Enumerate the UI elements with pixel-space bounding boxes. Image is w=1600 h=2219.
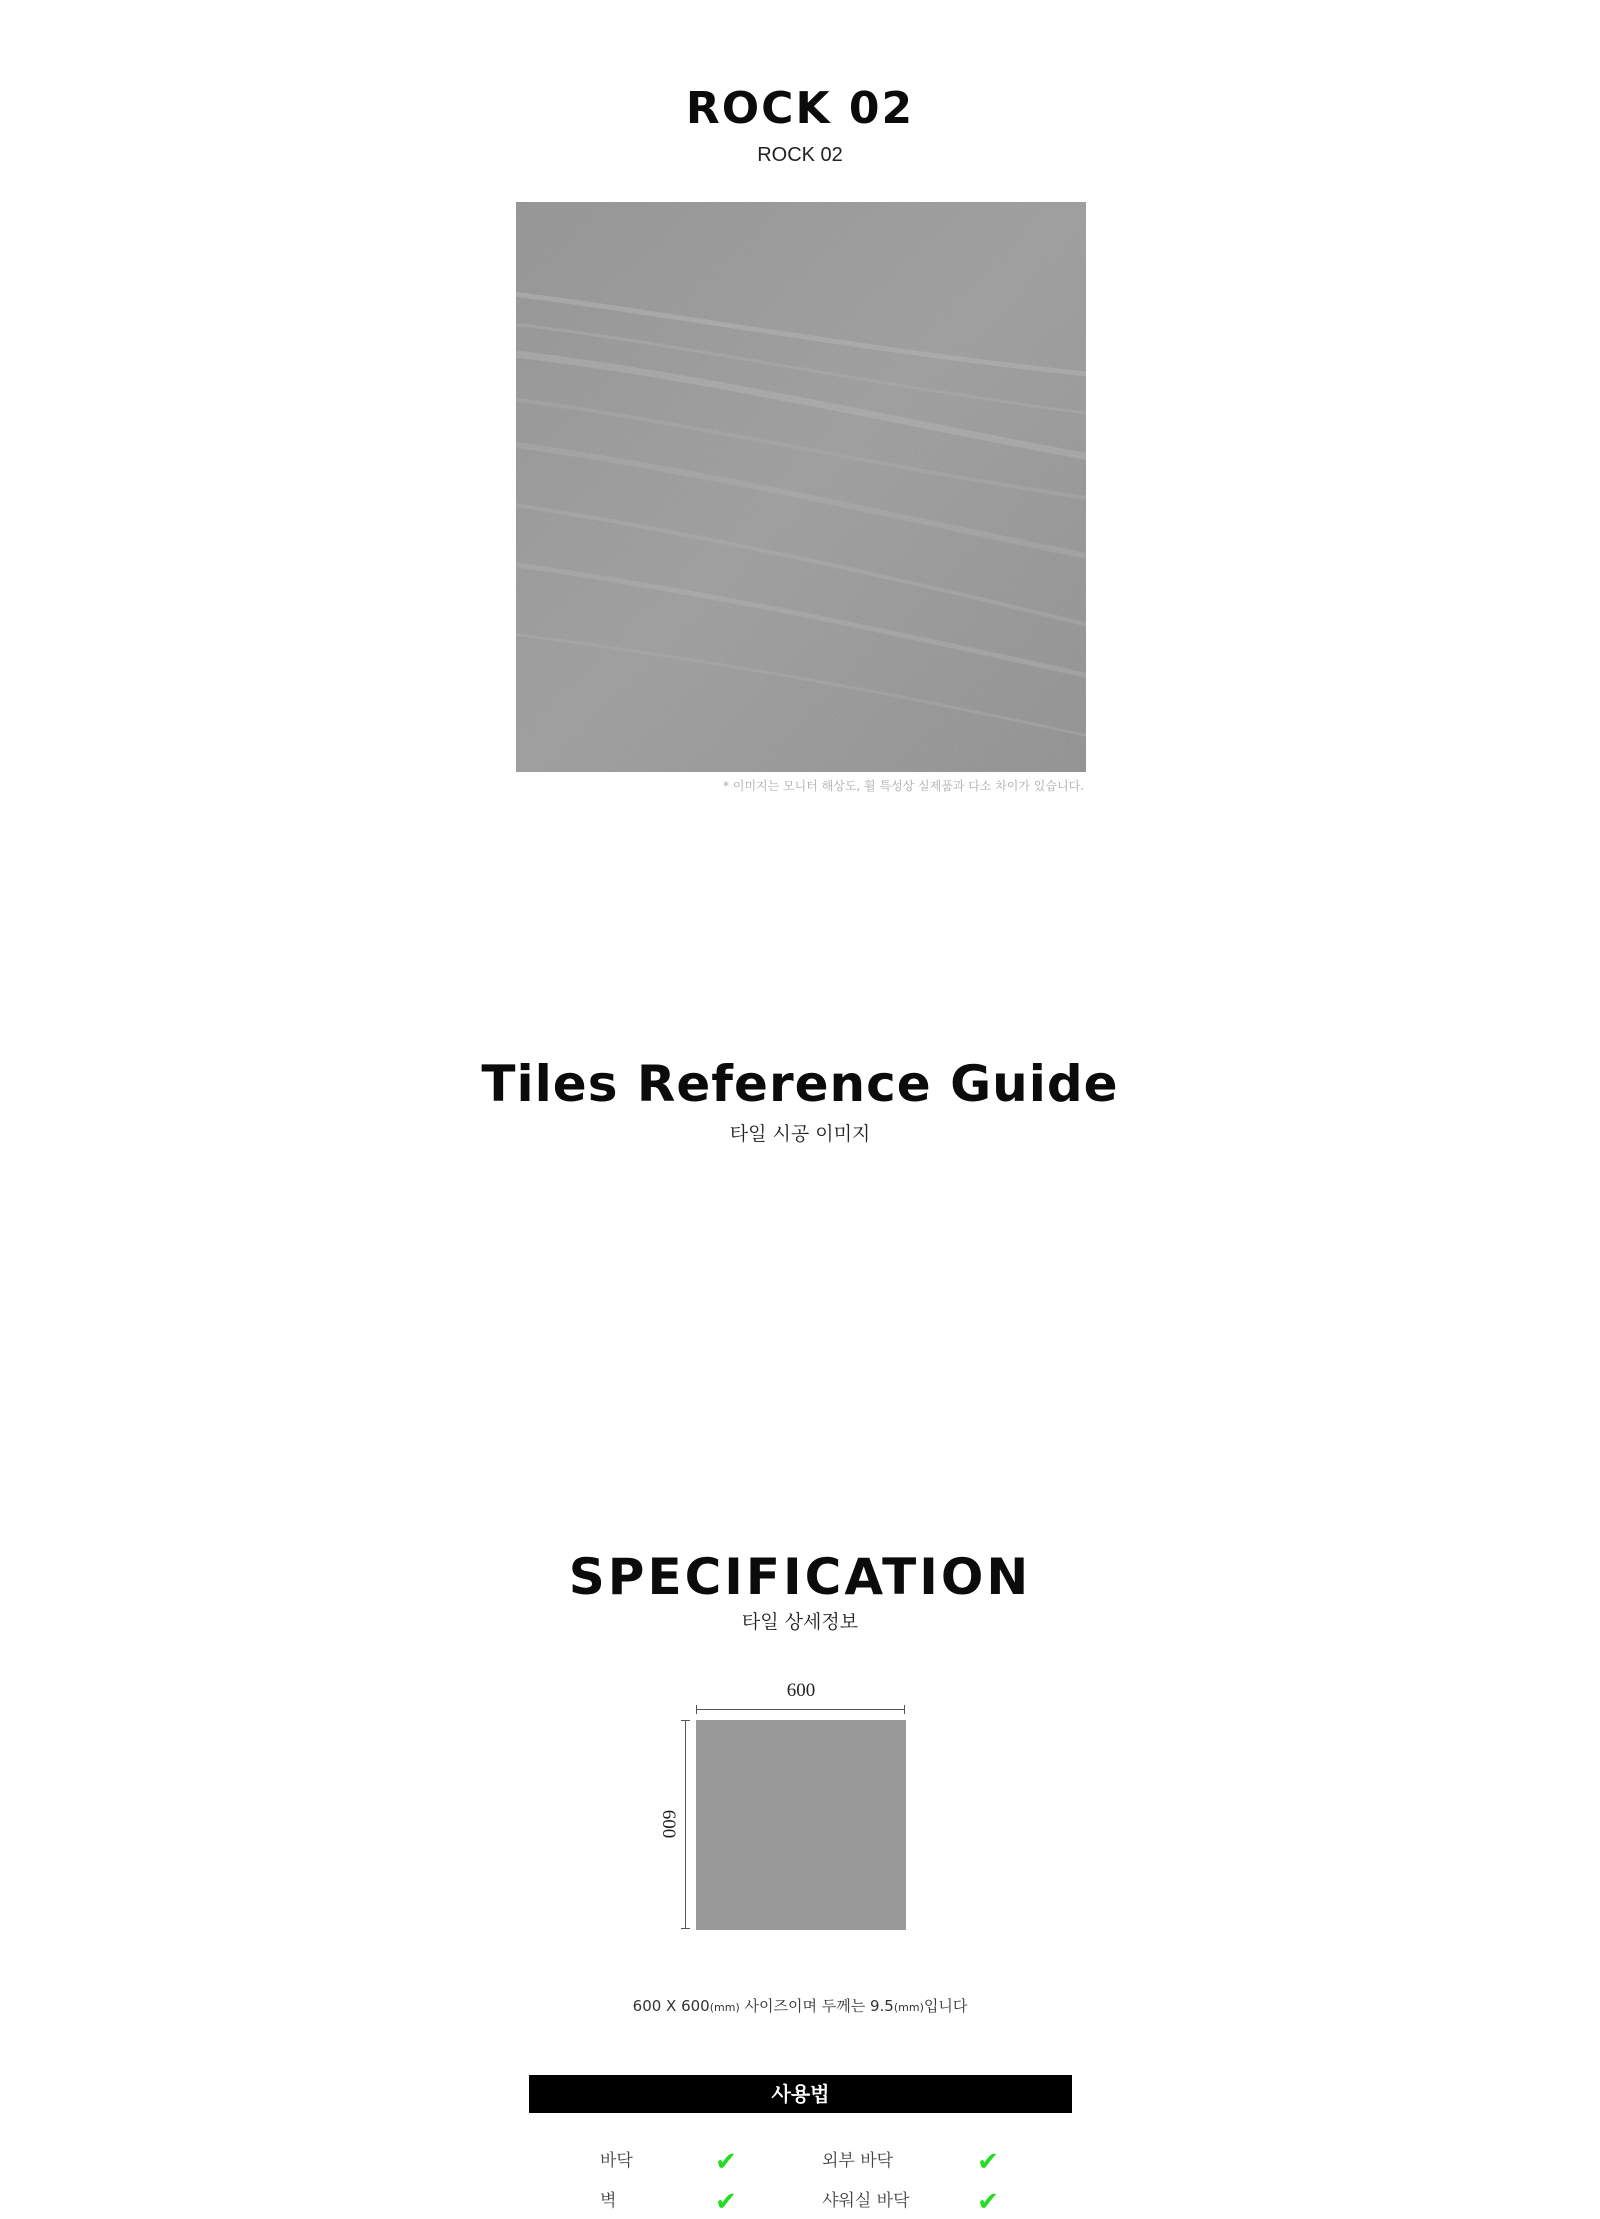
height-dimension-line (685, 1720, 686, 1929)
tile-size-swatch (696, 1720, 906, 1930)
image-disclaimer: * 이미지는 모니터 해상도, 휠 특성상 실제품과 다소 차이가 있습니다. (723, 779, 1084, 793)
usage-label-shower-floor: 샤워실 바닥 (822, 2191, 910, 2211)
width-dimension-line (696, 1709, 905, 1710)
check-icon: ✔ (715, 2147, 737, 2177)
size-unit: (mm) (709, 2001, 740, 2014)
check-icon: ✔ (977, 2147, 999, 2177)
size-value: 600 X 600 (632, 1997, 710, 2015)
thickness-unit: (mm) (893, 2001, 924, 2014)
specification-subtitle: 타일 상세정보 (741, 1611, 859, 1633)
size-note-end: 입니다 (923, 1997, 968, 2015)
size-note-middle: 사이즈이며 두께는 (739, 1997, 870, 2015)
check-icon: ✔ (977, 2187, 999, 2217)
check-icon: ✔ (715, 2187, 737, 2217)
specification-title: SPECIFICATION (568, 1548, 1032, 1606)
reference-guide-subtitle: 타일 시공 이미지 (729, 1123, 871, 1145)
usage-label-outdoor-floor: 외부 바닥 (822, 2151, 894, 2171)
usage-header-bar: 사용법 (529, 2075, 1072, 2113)
usage-label-wall: 벽 (600, 2191, 617, 2211)
product-title: ROCK 02 (685, 83, 915, 134)
thickness-value: 9.5 (869, 1997, 894, 2015)
height-dimension-label: 600 (658, 1809, 679, 1839)
product-subtitle: ROCK 02 (757, 144, 843, 166)
size-note (0, 1996, 1600, 2018)
stone-texture-image (516, 202, 1086, 772)
reference-guide-title: Tiles Reference Guide (481, 1055, 1119, 1113)
usage-label-floor: 바닥 (600, 2151, 633, 2171)
width-dimension-label: 600 (786, 1680, 816, 1701)
tile-photo (516, 202, 1086, 772)
